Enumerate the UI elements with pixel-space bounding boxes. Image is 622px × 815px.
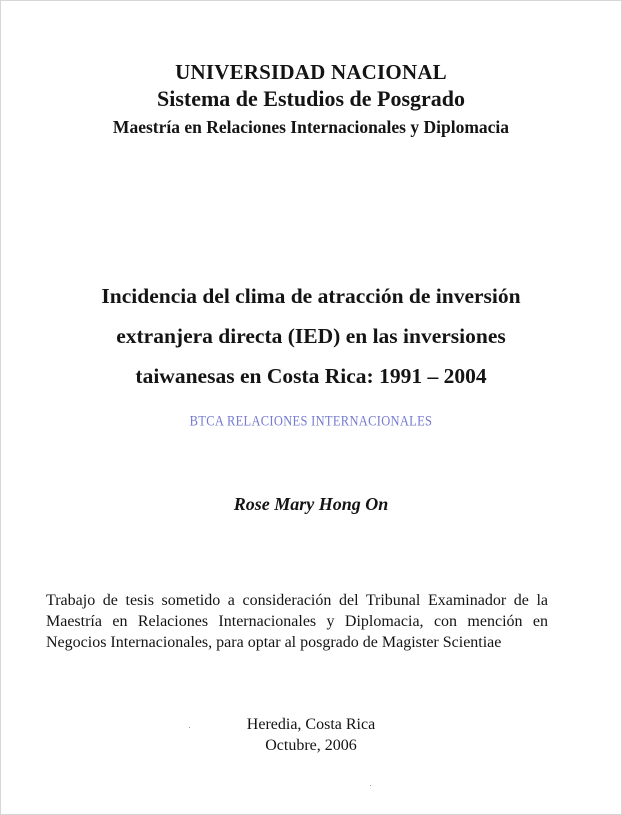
thesis-statement: Trabajo de tesis sometido a consideración del Tribunal Examinador de la Maestría en Relaciones Internacionales y Diplomacia, con mención en Negocios Internacionales, para optar al posgrado de Magister Scientiae bbox=[46, 592, 548, 651]
library-stamp: BTCA RELACIONES INTERNACIONALES bbox=[189, 412, 433, 429]
university-name: UNIVERSIDAD NACIONAL bbox=[175, 60, 447, 84]
author-name: Rose Mary Hong On bbox=[233, 494, 389, 514]
thesis-title-line-2: extranjera directa (IED) en las inversiones bbox=[116, 324, 506, 348]
place: Heredia, Costa Rica bbox=[246, 716, 376, 733]
thesis-title-line-3: taiwanesas en Costa Rica: 1991 – 2004 bbox=[135, 364, 487, 388]
thesis-title-line-1: Incidencia del clima de atracción de inversión bbox=[101, 284, 521, 308]
program-name: Maestría en Relaciones Internacionales y Diplomacia bbox=[112, 117, 510, 137]
scan-speck bbox=[370, 785, 371, 786]
date: Octubre, 2006 bbox=[265, 737, 357, 754]
system-name: Sistema de Estudios de Posgrado bbox=[156, 86, 466, 111]
